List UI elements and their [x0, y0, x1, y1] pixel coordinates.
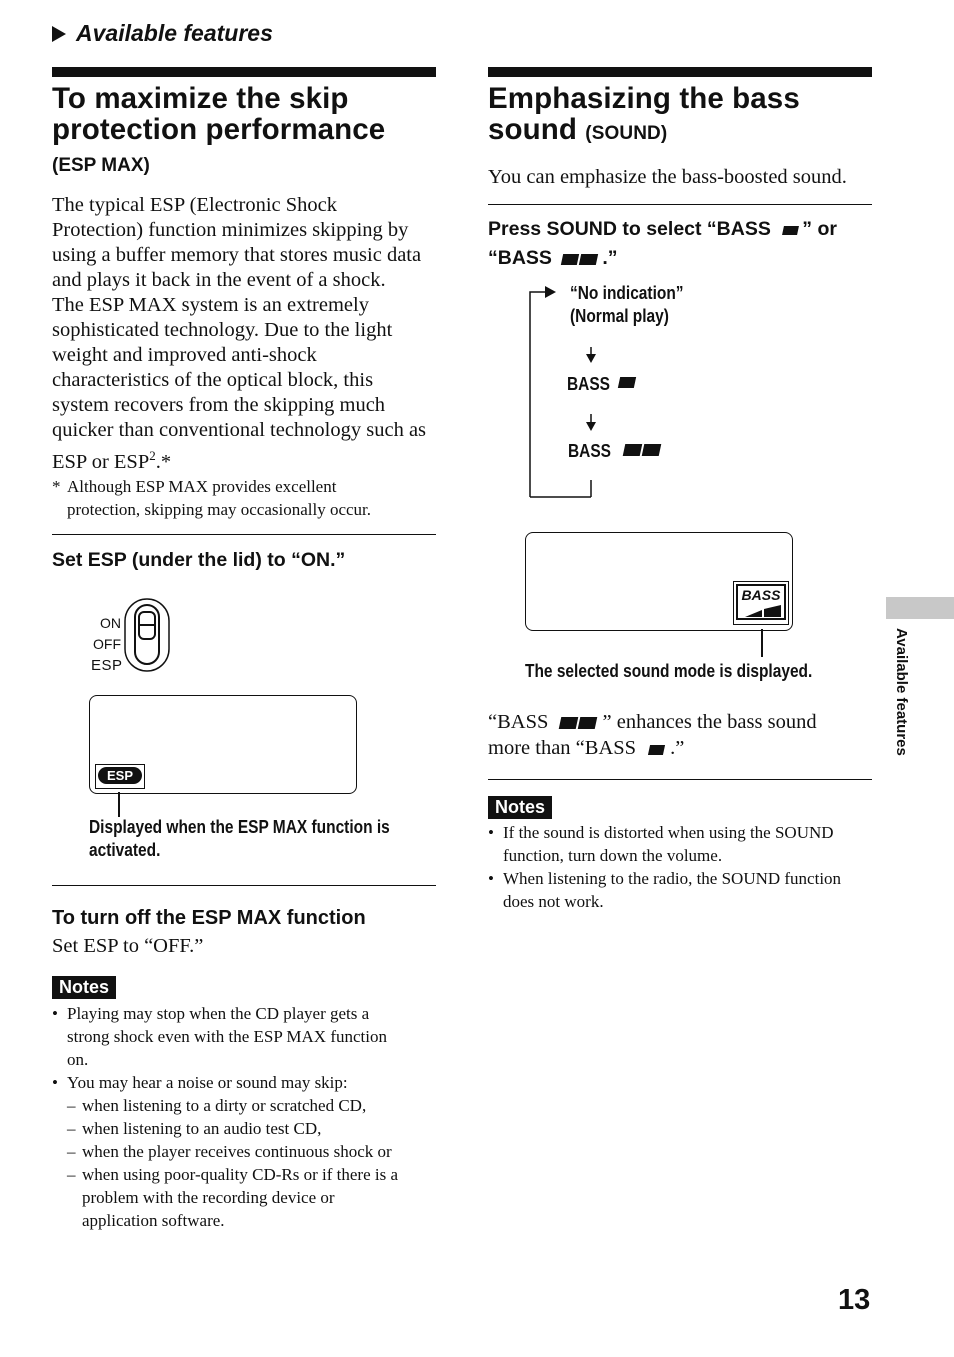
- esp-indicator-frame: [95, 764, 145, 789]
- bass-indicator: BASS: [741, 587, 781, 603]
- list-item: – when the player receives continuous shock or: [52, 1140, 436, 1163]
- list-item: – when using poor-quality CD-Rs or if there is a problem with the recording device or application software.: [52, 1163, 436, 1232]
- turnoff-title: To turn off the ESP MAX function: [52, 907, 366, 929]
- divider: [488, 204, 872, 205]
- list-item: • If the sound is distorted when using the SOUND function, turn down the volume.: [488, 821, 872, 867]
- right-column: [488, 67, 872, 274]
- left-title: To maximize the skip protection performance: [52, 82, 386, 146]
- bass-level2-icon: [624, 444, 660, 463]
- intro-line: sophisticated technology. Due to the light: [52, 319, 393, 341]
- intro-line: weight and improved anti-shock: [52, 344, 317, 366]
- bass-level-bars-icon: [743, 604, 783, 618]
- intro-line: characteristics of the optical block, this: [52, 369, 374, 391]
- list-item: • When listening to the radio, the SOUND function does not work.: [488, 867, 872, 913]
- switch-label-esp: ESP: [91, 657, 123, 674]
- intro-line: Protection) function minimizes skipping by: [52, 219, 409, 241]
- right-step: Press SOUND to select “BASS ” or “BASS .”: [488, 215, 872, 274]
- intro-line: and plays it back in the event of a shock.: [52, 269, 386, 291]
- right-lower: [488, 710, 872, 913]
- intro-line: The ESP MAX system is an extremely: [52, 294, 369, 316]
- divider: [52, 534, 436, 535]
- flow-item-normal: “No indication” (Normal play): [570, 283, 684, 326]
- list-item: • You may hear a noise or sound may skip:: [52, 1071, 436, 1094]
- esp-caption: Displayed when the ESP MAX function is activated.: [89, 817, 390, 860]
- section-header: [52, 20, 273, 47]
- left-column: [52, 67, 436, 575]
- list-item: • Playing may stop when the CD player gets a strong shock even with the ESP MAX function on.: [52, 1002, 436, 1071]
- esp-callout-line: [118, 792, 120, 817]
- bass-caption: The selected sound mode is displayed.: [525, 661, 813, 681]
- intro-line: system recovers from the skipping much: [52, 394, 386, 416]
- divider: [52, 885, 436, 886]
- switch-label-on: ON: [100, 615, 121, 631]
- turnoff-text: Set ESP to “OFF.”: [52, 935, 204, 957]
- slide-switch-icon: [122, 596, 172, 674]
- side-tab-marker: [886, 597, 954, 619]
- right-title: Emphasizing the bass sound (SOUND): [488, 82, 800, 146]
- bass-lcd-display: [525, 532, 793, 631]
- left-step: Set ESP (under the lid) to “ON.”: [52, 548, 346, 571]
- heading-rule: [488, 67, 872, 77]
- esp-lcd-display: [89, 695, 357, 794]
- bass-comparison: “BASS ” enhances the bass sound more than “BASS .”: [488, 710, 872, 762]
- intro-line: The typical ESP (Electronic Shock: [52, 194, 338, 216]
- bass-level2-icon: [554, 711, 603, 736]
- side-tab-label: Available features: [893, 628, 910, 756]
- flow-item-bass1: BASS: [567, 374, 635, 395]
- esp-indicator: ESP: [98, 767, 142, 784]
- left-lower: [52, 905, 436, 1232]
- bass-level2-icon: [557, 245, 602, 274]
- right-notes-list: [488, 821, 872, 913]
- divider: [488, 779, 872, 780]
- bass-callout-line: [761, 629, 763, 657]
- bass-indicator-frame: [733, 581, 789, 625]
- left-subtitle: (ESP MAX): [52, 155, 150, 176]
- intro-line: quicker than conventional technology such as: [52, 419, 427, 441]
- switch-label-off: OFF: [93, 636, 121, 652]
- notes-badge: Notes: [488, 796, 552, 819]
- right-intro: You can emphasize the bass-boosted sound.: [488, 166, 847, 188]
- left-notes-list: [52, 1002, 436, 1232]
- intro-line: using a buffer memory that stores music data: [52, 244, 422, 266]
- left-intro: [52, 193, 436, 475]
- bass-level1-icon: [641, 737, 670, 762]
- triangle-bullet-icon: [52, 26, 66, 42]
- esp-switch-illustration: [88, 596, 178, 676]
- notes-badge: Notes: [52, 976, 116, 999]
- page-number: 13: [838, 1284, 871, 1316]
- bass-level1-icon: [776, 215, 802, 244]
- heading-rule: [52, 67, 436, 77]
- intro-line: ESP or ESP$^2$.*: [52, 448, 172, 473]
- list-item: – when listening to an audio test CD,: [52, 1117, 436, 1140]
- flow-item-bass2: BASS: [568, 441, 660, 463]
- footnote: * Although ESP MAX provides excellent protection, skipping may occasionally occur.: [52, 476, 372, 519]
- section-header-label: Available features: [76, 20, 273, 46]
- bass-level1-icon: [619, 377, 635, 395]
- list-item: – when listening to a dirty or scratched CD,: [52, 1094, 436, 1117]
- right-subtitle: (SOUND): [585, 123, 668, 144]
